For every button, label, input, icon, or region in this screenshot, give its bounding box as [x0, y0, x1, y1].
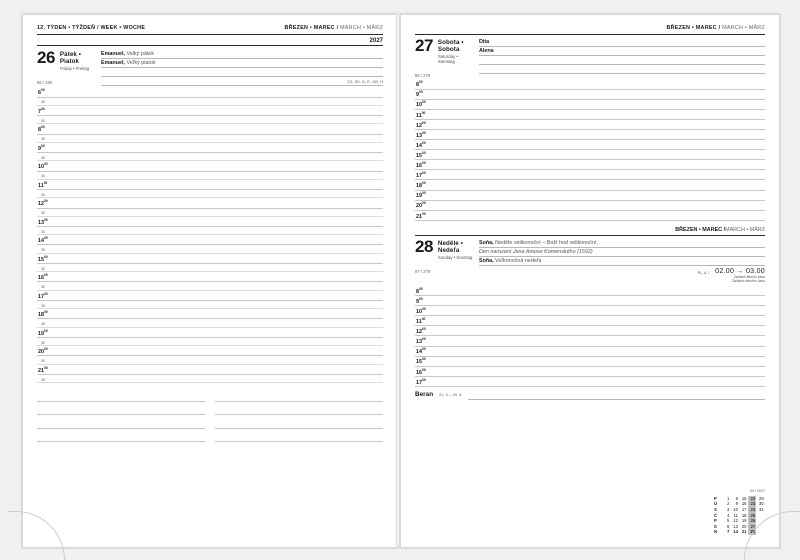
half-hour-label: 30 [41, 155, 45, 160]
daylight-saving-note [479, 268, 765, 284]
note-line[interactable] [215, 415, 383, 429]
half-hour-label: 30 [41, 303, 45, 308]
anniversary-line: Den narození Jana Amose Komenského (1592) [479, 248, 765, 257]
hour-row[interactable] [37, 88, 383, 98]
half-hour-row[interactable] [37, 153, 383, 161]
hour-row[interactable] [37, 106, 383, 116]
dst-caption-sk: Začiatok letného času [732, 279, 765, 284]
mini-calendar-day[interactable]: 27 [748, 524, 757, 530]
note-row [37, 415, 383, 429]
hour-label: $10^{00}$ [416, 306, 426, 315]
half-hour-label: 30 [41, 285, 45, 290]
nameday-line: Alena [479, 47, 765, 56]
hour-label: $7^{00}$ [38, 106, 45, 115]
blank-note-line[interactable] [479, 65, 765, 74]
left-page [22, 14, 398, 548]
mini-calendar-day[interactable]: 7 [726, 529, 730, 535]
hour-label: $10^{00}$ [38, 162, 48, 171]
day-28-hour-grid [415, 286, 765, 387]
right-page [400, 14, 780, 548]
day-26-number: 26 [37, 47, 55, 67]
hour-label: $14^{00}$ [416, 140, 426, 149]
mini-calendar-day[interactable]: 5 [726, 518, 730, 524]
blank-note-line[interactable] [479, 56, 765, 65]
hour-row[interactable] [37, 291, 383, 301]
hour-row[interactable] [37, 180, 383, 190]
hour-label: $16^{00}$ [416, 367, 426, 376]
hour-row[interactable] [37, 365, 383, 375]
day-28-number: 28 [415, 236, 433, 256]
note-line[interactable] [215, 402, 383, 416]
hour-row[interactable] [415, 296, 765, 306]
hour-label: $9^{00}$ [416, 296, 423, 305]
note-line[interactable] [37, 402, 205, 416]
hour-row[interactable] [415, 286, 765, 296]
nameday-line: Dita [479, 38, 765, 47]
hour-label: $12^{00}$ [416, 327, 426, 335]
mini-calendar-day[interactable]: 15 [741, 495, 747, 501]
hour-row[interactable] [37, 346, 383, 356]
zodiac-range: 21. 3. – 20. 4. [439, 392, 463, 397]
day-28-progress: 87 / 278 [415, 268, 431, 274]
mini-calendar-day[interactable]: 25 [748, 513, 757, 519]
hour-row[interactable] [415, 211, 765, 221]
mini-calendar-dow: Č [714, 512, 718, 518]
hour-row[interactable] [415, 100, 765, 110]
hour-row[interactable] [415, 90, 765, 100]
mini-calendar-day[interactable]: 26 [748, 518, 757, 524]
half-hour-row[interactable] [37, 135, 383, 143]
hour-label: $12^{00}$ [38, 199, 48, 207]
nameday-line: Emanuel, Veľký piatok [101, 59, 383, 68]
mini-calendar-day[interactable]: 8 [735, 495, 738, 501]
hour-label: $16^{00}$ [38, 273, 48, 281]
half-hour-label: 30 [41, 322, 45, 327]
day-26-name-alt: Friday • Freitag [59, 65, 90, 71]
half-hour-label: 30 [41, 340, 45, 345]
book-spine [396, 14, 400, 546]
half-hour-row[interactable] [37, 264, 383, 272]
week-number-label: 12. TÝDEN • TÝŽDEŇ / WEEK • WOCHE [37, 25, 146, 31]
mini-calendar-day[interactable]: 18 [741, 512, 747, 518]
hour-label: $9^{00}$ [38, 143, 45, 152]
mini-calendar-day[interactable]: 20 [741, 523, 747, 529]
hour-row[interactable] [415, 110, 765, 120]
mini-calendar-day[interactable]: 24 [748, 507, 757, 513]
hour-label: $11^{00}$ [38, 180, 48, 189]
half-hour-label: 30 [41, 192, 45, 197]
day-28-block [415, 236, 765, 284]
half-hour-row[interactable] [37, 319, 383, 327]
mini-calendar-day[interactable]: 28 [748, 529, 757, 535]
hour-label: $20^{00}$ [416, 201, 426, 210]
note-line[interactable] [215, 388, 383, 402]
half-hour-row[interactable] [37, 245, 383, 253]
half-hour-row[interactable] [37, 172, 383, 180]
mini-calendar-day[interactable]: 6 [726, 523, 730, 529]
blank-note-line[interactable] [101, 68, 383, 77]
hour-label: $15^{00}$ [416, 150, 426, 159]
country-codes: CZ, SK, D, E, GB, H [101, 77, 383, 86]
left-page-header [37, 25, 383, 35]
left-hour-grid [37, 88, 383, 384]
note-row [37, 388, 383, 402]
hour-row[interactable] [415, 316, 765, 326]
hour-row[interactable] [415, 336, 765, 346]
hour-label: $19^{00}$ [416, 191, 426, 200]
mini-calendar-day[interactable]: 19 [741, 518, 747, 524]
half-hour-label: 30 [41, 174, 45, 179]
mini-calendar-day[interactable]: 23 [748, 501, 757, 507]
day-28-name-alt: Sunday • Sonntag [437, 254, 473, 260]
mini-calendar-day[interactable]: 30 [759, 501, 764, 507]
hour-row[interactable] [415, 130, 765, 140]
half-hour-label: 30 [41, 248, 45, 253]
hour-label: $13^{00}$ [416, 337, 426, 346]
hour-row[interactable] [415, 150, 765, 160]
left-notes-area [37, 388, 383, 442]
note-line[interactable] [37, 415, 205, 429]
hour-row[interactable] [415, 326, 765, 336]
mini-calendar-day[interactable]: 13 [733, 523, 738, 529]
nameday-line: Soňa, Veľkonočná nedeľa [479, 257, 765, 266]
hour-label: $15^{00}$ [416, 357, 426, 366]
day-27-block [415, 35, 765, 78]
note-line[interactable] [215, 429, 383, 443]
day-27-name: Sobota • Sobota [437, 38, 464, 53]
right-page-header [415, 25, 765, 35]
hour-label: $13^{00}$ [416, 130, 426, 139]
mini-calendar-day[interactable]: 4 [726, 512, 730, 518]
hour-label: $10^{00}$ [416, 100, 426, 109]
half-hour-row[interactable] [37, 190, 383, 198]
half-hour-row[interactable] [37, 356, 383, 364]
hour-row[interactable] [37, 217, 383, 227]
hour-label: $18^{00}$ [38, 310, 48, 318]
hour-row[interactable] [37, 124, 383, 134]
hour-row[interactable] [415, 140, 765, 150]
hour-row[interactable] [415, 367, 765, 377]
zodiac-blank-line[interactable] [468, 391, 765, 400]
hour-label: $20^{00}$ [38, 347, 48, 355]
mini-calendar-dow: S [714, 523, 717, 529]
half-hour-label: 30 [41, 100, 45, 105]
hour-row[interactable] [415, 180, 765, 190]
mini-calendar-day[interactable]: 16 [741, 501, 747, 507]
hour-label: $21^{00}$ [38, 365, 48, 374]
day-27-number: 27 [415, 35, 433, 55]
mini-calendar-title: 03 / 2027 [750, 489, 765, 494]
month-label-left: BŘEZEN • MAREC / MARCH • MÄRZ [284, 25, 383, 31]
day-26-name: Pátek • Piatok [59, 50, 82, 65]
mini-calendar-dow: P [714, 518, 717, 524]
half-hour-row[interactable] [37, 375, 383, 383]
mini-calendar-day[interactable]: 17 [741, 507, 747, 513]
mini-calendar-dow: P [714, 495, 717, 501]
note-line[interactable] [37, 429, 205, 443]
day-26-progress: 85 / 280 [37, 79, 53, 85]
mini-calendar-day[interactable]: 22 [748, 496, 757, 502]
half-hour-label: 30 [41, 266, 45, 271]
mini-calendar-day[interactable]: 14 [733, 529, 738, 535]
hour-row[interactable] [415, 201, 765, 211]
hour-row[interactable] [37, 198, 383, 208]
hour-label: $18^{00}$ [416, 181, 426, 190]
half-hour-label: 30 [41, 229, 45, 234]
hour-row[interactable] [415, 377, 765, 387]
hour-label: $14^{00}$ [416, 347, 426, 356]
mini-calendar-day[interactable]: 31 [759, 507, 764, 513]
mini-calendar-day[interactable]: 12 [733, 518, 738, 524]
mini-calendar-day[interactable]: 21 [741, 529, 747, 535]
mini-calendar-day[interactable]: 29 [759, 495, 764, 501]
day-27-progress: 86 / 279 [415, 72, 431, 78]
mini-calendar-day[interactable]: 10 [733, 507, 738, 513]
hour-row[interactable] [37, 272, 383, 282]
hour-row[interactable] [415, 120, 765, 130]
half-hour-label: 30 [41, 359, 45, 364]
note-row [37, 429, 383, 443]
hour-label: $17^{00}$ [416, 377, 426, 386]
hour-row[interactable] [415, 347, 765, 357]
zodiac-footer [415, 391, 765, 400]
nameday-line: Soňa, Neděle velikonoční – Boží hod velikonoční, [479, 239, 765, 248]
hour-row[interactable] [37, 235, 383, 245]
mini-calendar-day[interactable]: 11 [733, 512, 738, 518]
half-hour-label: 30 [41, 211, 45, 216]
mini-calendar-dow: N [714, 529, 718, 535]
hour-row[interactable] [415, 170, 765, 180]
hour-label: $11^{00}$ [416, 317, 426, 325]
hour-label: $19^{00}$ [38, 328, 48, 337]
note-row [37, 402, 383, 416]
mini-calendar-day[interactable]: 3 [726, 507, 730, 513]
half-hour-row[interactable] [37, 209, 383, 217]
hour-row[interactable] [415, 306, 765, 316]
half-hour-row[interactable] [37, 227, 383, 235]
nameday-line: Emanuel, Velký pátek [101, 50, 383, 59]
hour-row[interactable] [415, 80, 765, 90]
hour-row[interactable] [37, 309, 383, 319]
hour-row[interactable] [37, 161, 383, 171]
hour-label: $11^{00}$ [416, 110, 426, 119]
hour-label: $14^{00}$ [38, 236, 48, 244]
hour-row[interactable] [415, 160, 765, 170]
day-26-block [37, 47, 383, 86]
half-hour-row[interactable] [37, 116, 383, 124]
hour-label: $8^{00}$ [416, 80, 423, 89]
note-line[interactable] [37, 388, 205, 402]
mini-calendar-day[interactable]: 2 [726, 501, 730, 507]
day-28-name: Neděle • Nedeľa [437, 239, 463, 254]
hour-label: $9^{00}$ [416, 90, 423, 99]
hour-label: $17^{00}$ [38, 291, 48, 300]
half-hour-label: 30 [41, 118, 45, 123]
hour-row[interactable] [415, 191, 765, 201]
half-hour-row[interactable] [37, 282, 383, 290]
half-hour-row[interactable] [37, 301, 383, 309]
hour-label: $8^{00}$ [416, 286, 423, 295]
day-27-name-alt: Saturday • Samstag [437, 53, 458, 64]
day-27-hour-grid [415, 80, 765, 221]
half-hour-label: 30 [41, 377, 45, 382]
dst-country-codes: PL, A, I [697, 270, 710, 275]
mini-calendar-dow: Ú [714, 501, 718, 507]
mini-calendar-day[interactable]: 9 [735, 501, 738, 507]
mini-calendar-day[interactable]: 1 [726, 495, 730, 501]
half-hour-row[interactable] [37, 98, 383, 106]
zodiac-name: Beran [415, 390, 434, 398]
dst-time: 02.00 → 03.00 [715, 267, 765, 275]
month-label-right: BŘEZEN • MAREC / MARCH • MÄRZ [666, 25, 765, 31]
hour-label: $16^{00}$ [416, 161, 426, 169]
half-hour-label: 30 [41, 137, 45, 142]
hour-row[interactable] [37, 328, 383, 338]
hour-label: $21^{00}$ [416, 211, 426, 220]
hour-row[interactable] [415, 357, 765, 367]
half-hour-row[interactable] [37, 338, 383, 346]
hour-label: $13^{00}$ [38, 217, 48, 226]
hour-label: $8^{00}$ [38, 125, 45, 134]
hour-label: $17^{00}$ [416, 171, 426, 179]
mini-calendar-dow: S [714, 507, 717, 513]
hour-row[interactable] [37, 254, 383, 264]
hour-label: $12^{00}$ [416, 120, 426, 129]
dst-caption-cz: Začátek letního času [733, 274, 765, 279]
hour-label: $6^{00}$ [38, 88, 45, 97]
right-page-subheader: BŘEZEN • MAREC / MARCH • MÄRZ [415, 227, 765, 236]
hour-row[interactable] [37, 143, 383, 153]
hour-label: $15^{00}$ [38, 254, 48, 263]
year-label: 2027 [37, 38, 383, 46]
